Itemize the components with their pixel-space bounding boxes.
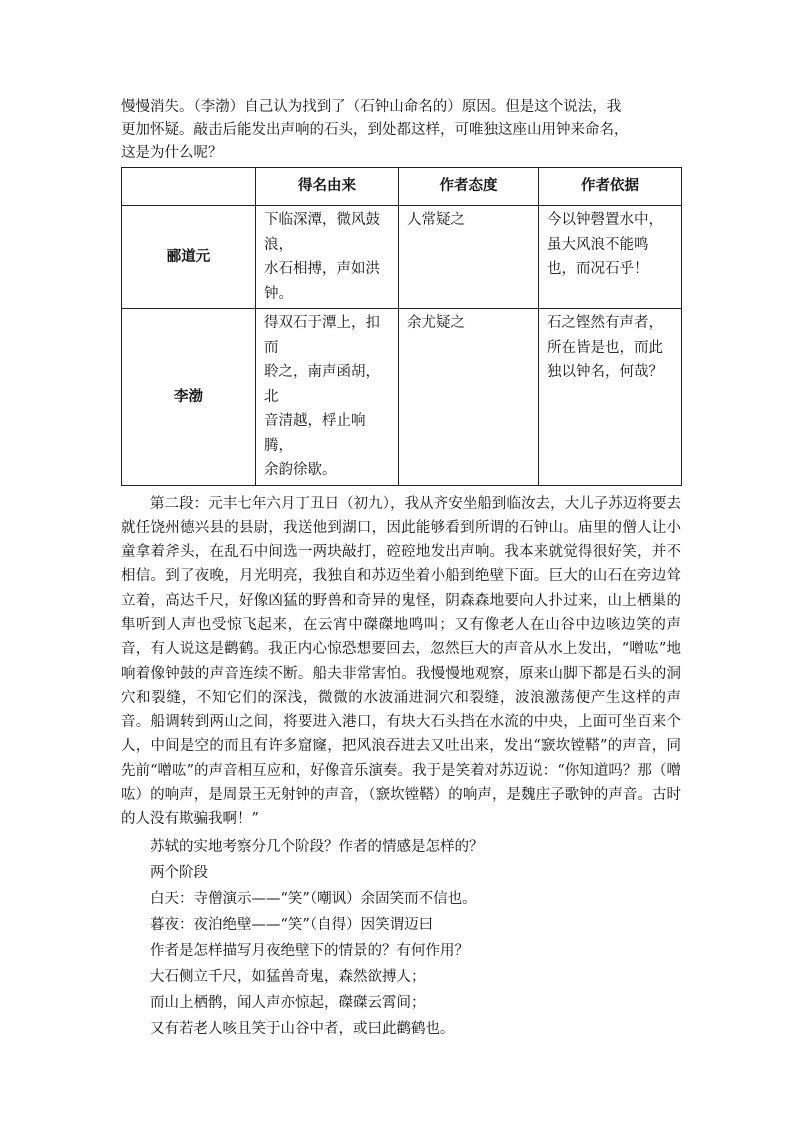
cell-line: 所在皆是也，而此 [547, 339, 663, 356]
table-row [122, 309, 682, 486]
intro-paragraph [121, 96, 681, 165]
body-paragraph: 第二段：元丰七年六月丁丑日（初九），我从齐安坐船到临汝去，大儿子苏迈将要去就任饶州德兴县的县尉，我送他到湖口，因此能够看到所谓的石钟山。庙里的僧人让小童拿着斧头，在乱石中间选一两块敲打，硿硿地发出声响。我本来就觉得很好笑，并不相信。到了夜晚，月光明亮，我独自和苏迈坐着小船到绝壁下面。巨大的山石在旁边耸立着，高达千尺，好像凶猛的野兽和奇异的鬼怪，阴森森地要向人扑过来，山上栖巢的隼听到人声也受惊飞起来，在云宵中磔磔地鸣叫；又有像老人在山谷中边咳边笑的声音，有人说这是鹳鹤。我正内心惊恐想要回去，忽然巨大的声音从水上发出，“噌吰”地响着像钟鼓的声音连续不断。船夫非常害怕。我慢慢地观察，原来山脚下都是石头的洞穴和裂缝，不知它们的深浅，微微的水波涌进洞穴和裂缝，波浪激荡便产生这样的声音。船调转到两山之间，将要进入港口，有块大石头挡在水流的中央，上面可坐百来个人，中间是空的而且有许多窟窿，把风浪吞进去又吐出来，发出“窾坎镗鞳”的声音，同先前“噌吰”的声音相互应和，好像音乐演奏。我于是笑着对苏迈说：“你知道吗？那（噌吰）的响声，是周景王无射钟的声音，（窾坎镗鞳）的响声，是魏庄子歌钟的声音。古时的人没有欺骗我啊！” [121, 495, 681, 828]
qa-line: 两个阶段 [150, 864, 208, 881]
cell-line: 石之铿然有声者， [547, 315, 663, 331]
table-row [122, 206, 682, 309]
intro-line: 这是为什么呢？ [121, 145, 223, 161]
row-name: 郦道元 [122, 206, 256, 309]
cell-line: 水石相搏，声如洪 [264, 261, 380, 277]
comparison-table [121, 167, 682, 486]
qa-line: 又有若老人咳且笑于山谷中者，或曰此鹳鹤也。 [150, 1020, 455, 1037]
row-attitude [399, 309, 539, 486]
translation-paragraph [121, 492, 681, 832]
cell-line: 浪， [264, 236, 293, 253]
row-name: 李渤 [122, 309, 256, 486]
cell-line: 余尤疑之 [407, 315, 465, 331]
qa-line: 白天：寺僧演示——“笑”（嘲讽）余固笑而不信也。 [150, 890, 477, 907]
question-answer-section [121, 834, 681, 1042]
table-header-corner [122, 168, 256, 206]
cell-line: 下临深潭，微风鼓 [264, 212, 380, 228]
qa-line: 苏轼的实地考察分几个阶段？作者的情感是怎样的？ [150, 838, 484, 855]
cell-line: 虽大风浪不能鸣 [547, 236, 649, 253]
cell-line: 独以钟名，何哉？ [547, 364, 663, 380]
row-basis [539, 309, 682, 486]
row-origin [256, 309, 399, 486]
document-page [121, 96, 681, 1042]
table-header-basis: 作者依据 [539, 168, 682, 206]
table-header-attitude: 作者态度 [399, 168, 539, 206]
qa-line: 作者是怎样描写月夜绝壁下的情景的？有何作用？ [150, 942, 469, 959]
intro-line: 慢慢消失。（李渤）自己认为找到了（石钟山命名的）原因。但是这个说法，我 [121, 99, 622, 115]
cell-line: 也，而况石乎！ [547, 261, 649, 277]
cell-line: 今以钟磬置水中， [547, 212, 663, 228]
cell-line: 人常疑之 [407, 212, 465, 228]
row-origin [256, 206, 399, 309]
cell-line: 余韵徐歇。 [264, 462, 337, 478]
table-header-row [122, 168, 682, 206]
cell-line: 音清越，桴止响腾， [264, 413, 366, 454]
cell-line: 而 [264, 339, 279, 356]
row-attitude [399, 206, 539, 309]
cell-line: 聆之，南声函胡， [264, 364, 380, 380]
cell-line: 北 [264, 388, 279, 405]
cell-line: 得双石于潭上，扣 [264, 315, 380, 331]
qa-line: 暮夜：夜泊绝壁——“笑”（自得）因笑谓迈曰 [150, 916, 434, 933]
cell-line: 钟。 [264, 285, 293, 302]
qa-line: 大石侧立千尺，如猛兽奇鬼，森然欲搏人； [150, 968, 426, 985]
intro-line: 更加怀疑。敲击后能发出声响的石头，到处都这样，可唯独这座山用钟来命名， [121, 122, 629, 138]
table-header-origin: 得名由来 [256, 168, 399, 206]
qa-line: 而山上栖鹘，闻人声亦惊起，磔磔云霄间； [150, 994, 426, 1011]
row-basis [539, 206, 682, 309]
